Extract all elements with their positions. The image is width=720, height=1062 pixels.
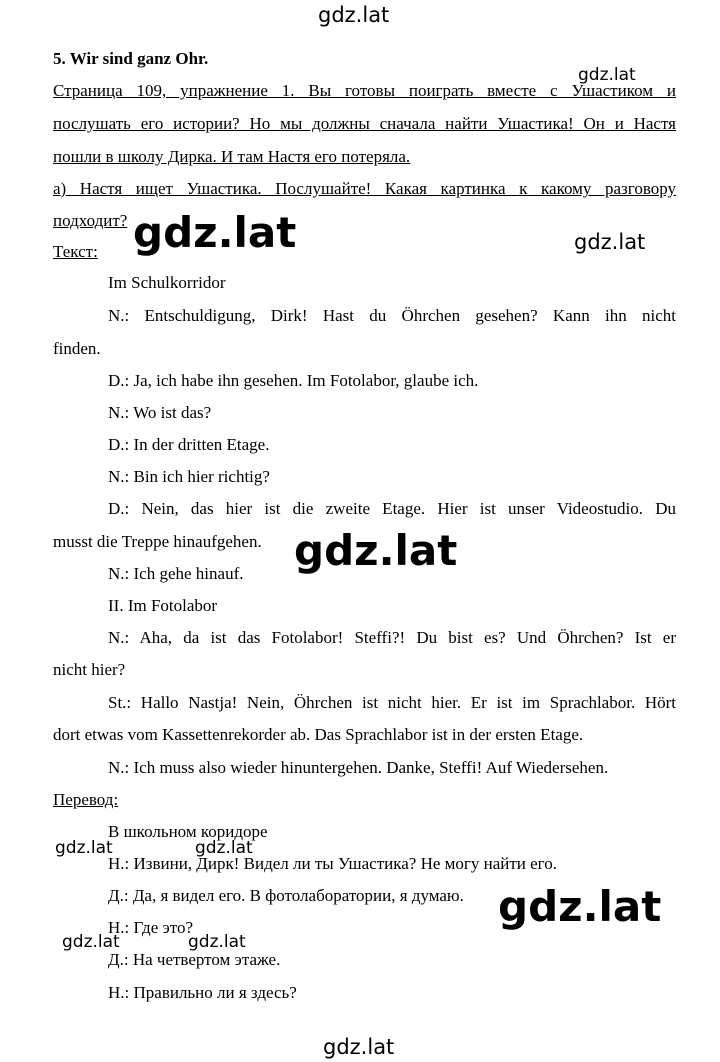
section-heading: 5. Wir sind ganz Ohr.	[53, 49, 209, 68]
dialogue-line: D.: In der dritten Etage.	[108, 435, 270, 454]
watermark-top: gdz.lat	[318, 3, 390, 27]
watermark: gdz.lat	[578, 65, 636, 85]
dialogue-line: N.: Ich muss also wieder hinuntergehen. Danke, Steffi! Auf Wiedersehen.	[108, 758, 609, 777]
dialogue-line: D.: Ja, ich habe ihn gesehen. Im Fotolabor, glaube ich.	[108, 371, 479, 390]
dialogue-line: N.: Ich gehe hinauf.	[108, 564, 244, 583]
dialogue-line: N.: Bin ich hier richtig?	[108, 467, 270, 486]
task-line: Страница 109, упражнение 1. Вы готовы поиграть вместе с Ушастиком и	[53, 81, 676, 100]
watermark-bottom: gdz.lat	[323, 1035, 395, 1059]
scene-title: Im Schulkorridor	[108, 273, 226, 292]
task-line: послушать его истории? Но мы должны сначала найти Ушастика! Он и Настя	[53, 114, 676, 133]
task-a-line: подходит?	[53, 211, 128, 230]
watermark: gdz.lat	[62, 932, 120, 952]
translation-line: Д.: Да, я видел его. В фотолаборатории, я думаю.	[108, 886, 464, 905]
watermark-large: gdz.lat	[498, 882, 662, 931]
translation-line: Н.: Правильно ли я здесь?	[108, 983, 297, 1002]
translation-line: Д.: На четвертом этаже.	[108, 950, 281, 969]
watermark: gdz.lat	[574, 230, 646, 254]
watermark-large: gdz.lat	[133, 208, 297, 257]
watermark-large: gdz.lat	[294, 526, 458, 575]
watermark: gdz.lat	[55, 838, 113, 858]
watermark: gdz.lat	[188, 932, 246, 952]
dialogue-line: finden.	[53, 339, 101, 358]
dialogue-line: D.: Nein, das hier ist die zweite Etage. Hier ist unser Videostudio. Du	[108, 499, 676, 518]
dialogue-line: nicht hier?	[53, 660, 126, 679]
scene-title: II. Im Fotolabor	[108, 596, 218, 615]
translation-line: Н.: Где это?	[108, 918, 194, 937]
dialogue-line: N.: Wo ist das?	[108, 403, 212, 422]
translation-line: Н.: Извини, Дирк! Видел ли ты Ушастика? Не могу найти его.	[108, 854, 557, 873]
dialogue-line: St.: Hallo Nastja! Nein, Öhrchen ist nicht hier. Er ist im Sprachlabor. Hört	[108, 693, 676, 712]
dialogue-line: musst die Treppe hinaufgehen.	[53, 532, 262, 551]
translation-label: Перевод:	[53, 790, 119, 809]
scene-title: В школьном коридоре	[108, 822, 268, 841]
task-a-line: а) Настя ищет Ушастика. Послушайте! Какая картинка к какому разговору	[53, 179, 676, 198]
dialogue-line: N.: Aha, da ist das Fotolabor! Steffi?! Du bist es? Und Öhrchen? Ist er	[108, 628, 676, 647]
dialogue-line: dort etwas vom Kassettenrekorder ab. Das Sprachlabor ist in der ersten Etage.	[53, 725, 584, 744]
dialogue-line: N.: Entschuldigung, Dirk! Hast du Öhrchen gesehen? Kann ihn nicht	[108, 306, 676, 325]
text-label: Текст:	[53, 242, 98, 261]
task-line: пошли в школу Дирка. И там Настя его потеряла.	[53, 147, 411, 166]
watermark: gdz.lat	[195, 838, 253, 858]
